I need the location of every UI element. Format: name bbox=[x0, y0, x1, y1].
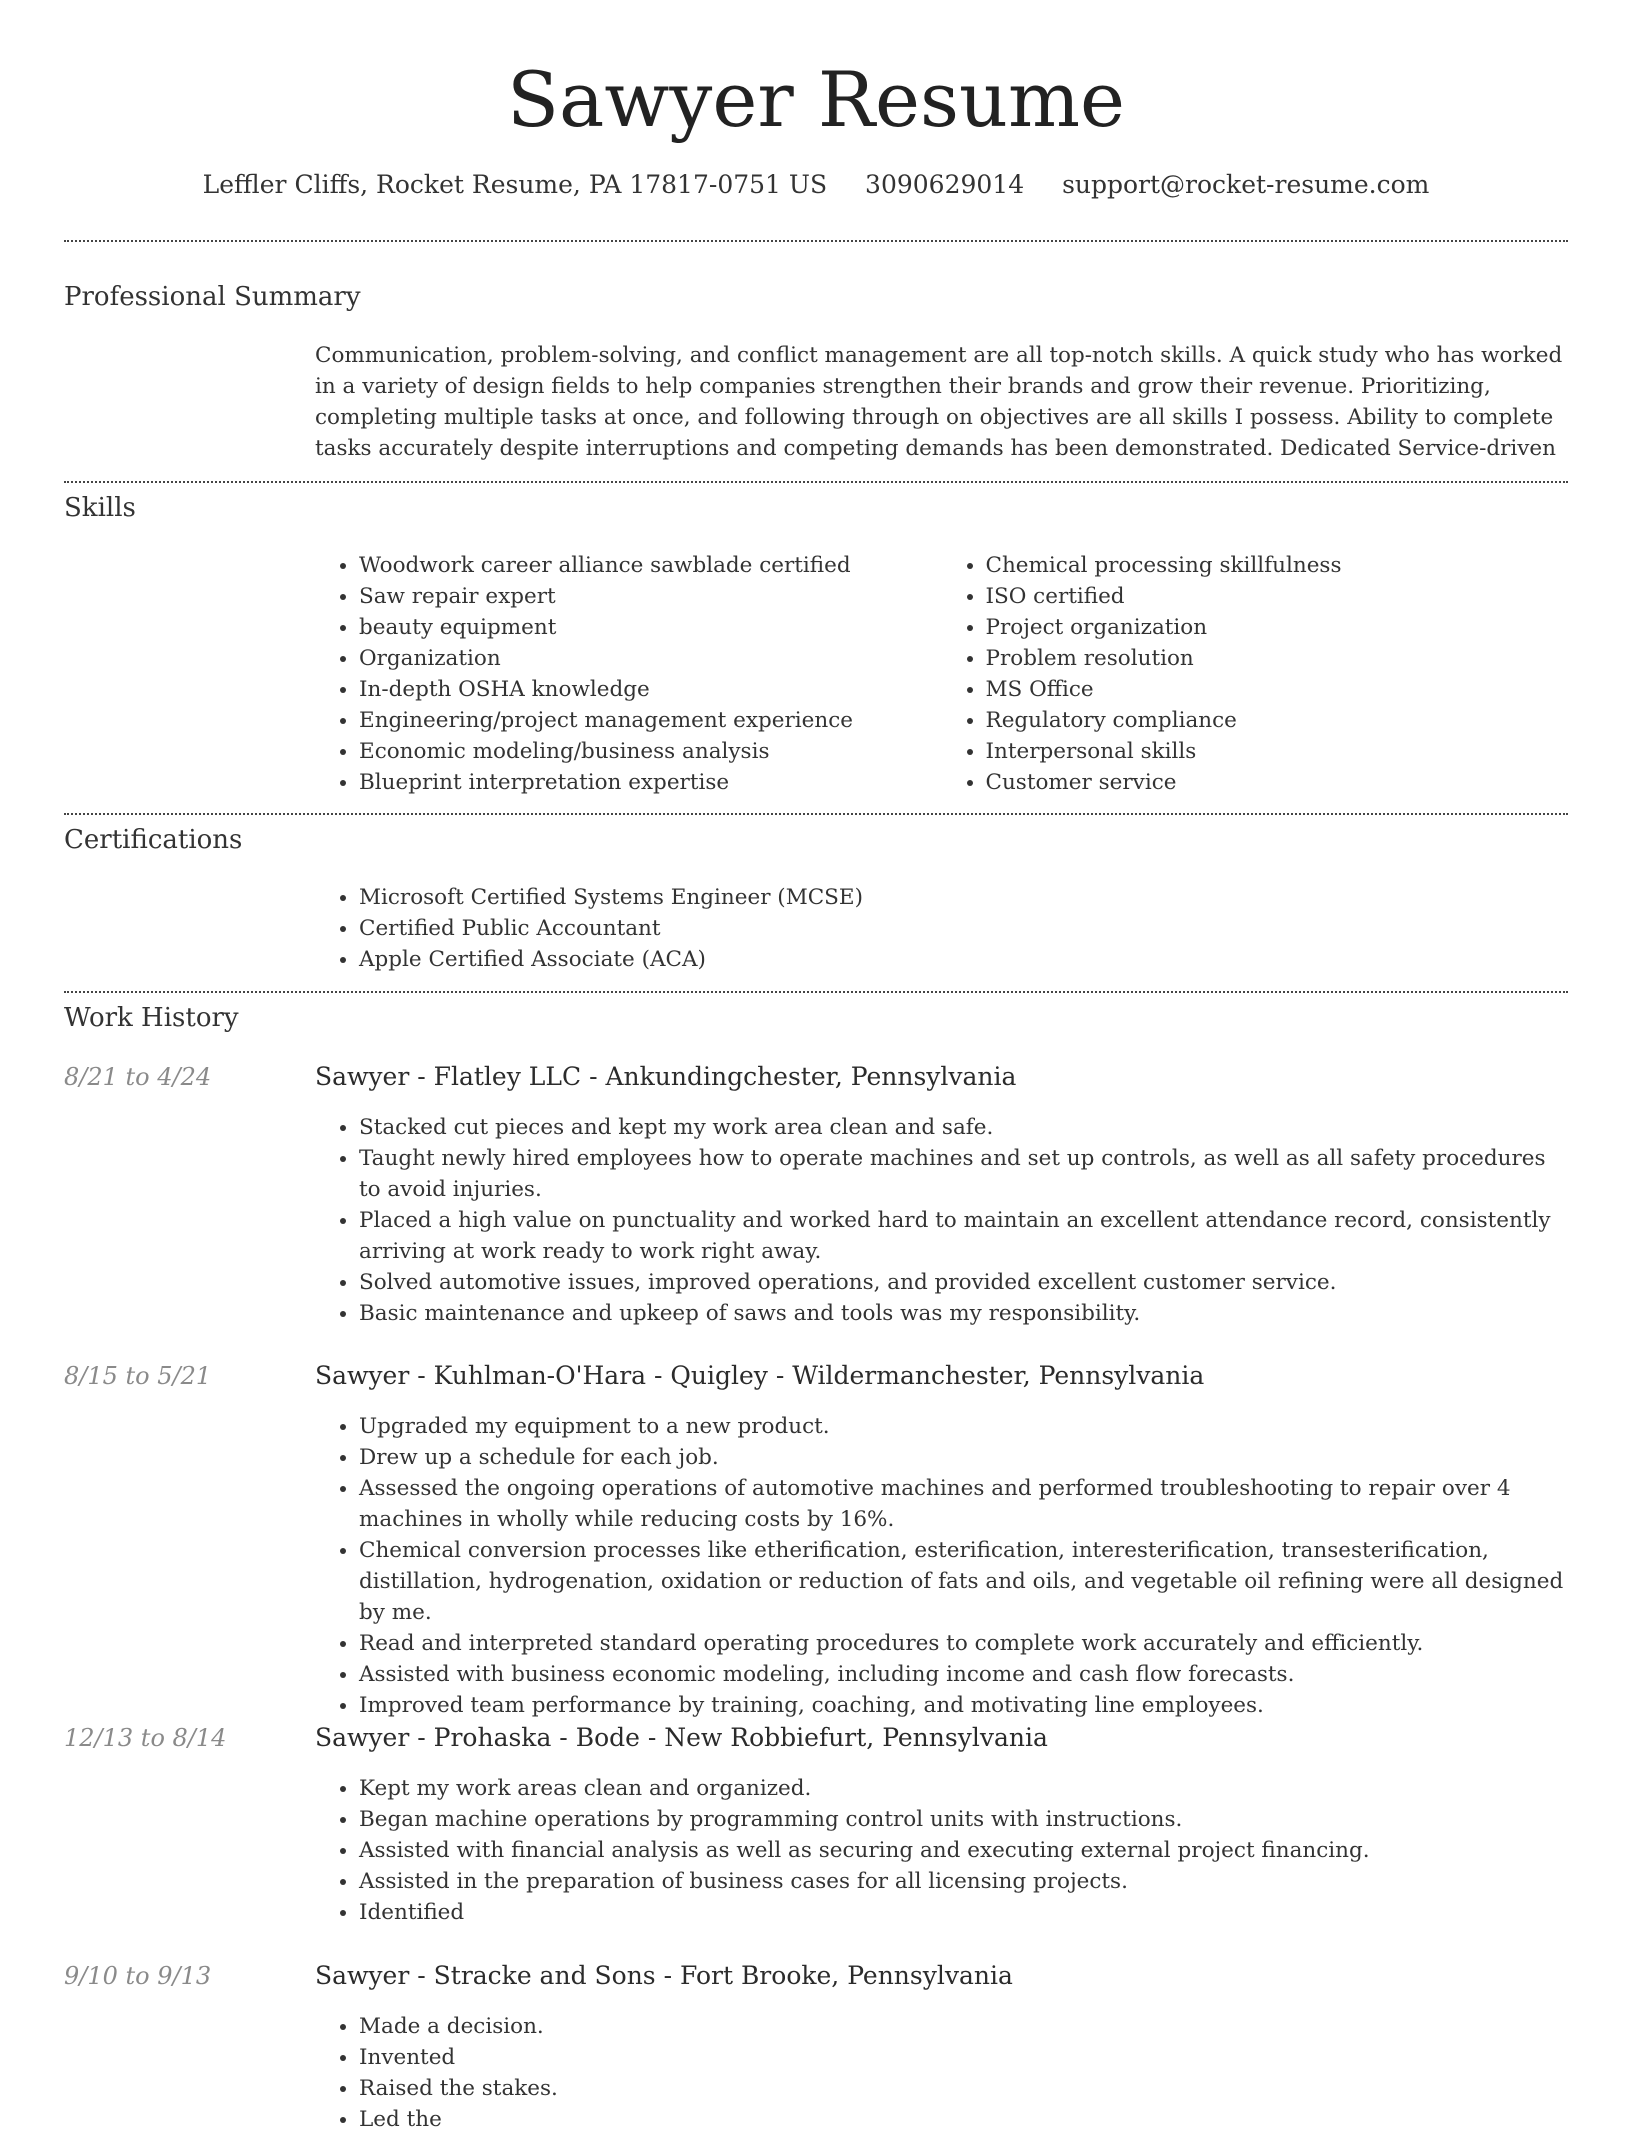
job-bullet: • Read and interpreted standard operating procedures to complete work accurately and efficiently. bbox=[359, 1628, 1568, 1659]
skill-item: • Problem resolution bbox=[986, 643, 1569, 674]
job-bullet: • Chemical conversion processes like etherification, esterification, interesterification, transesterification, distillation, hydrogenation, oxidation or reduction of fats and oils, and vegetable oil refining were all designed by me. bbox=[359, 1535, 1568, 1628]
summary-body bbox=[315, 340, 1568, 464]
skill-item: • MS Office bbox=[986, 674, 1569, 705]
job-bullets bbox=[315, 2011, 1568, 2135]
job-dates: 8/15 to 5/21 bbox=[64, 1362, 212, 1390]
job-bullet: • Basic maintenance and upkeep of saws and tools was my responsibility. bbox=[359, 1298, 1568, 1329]
job-bullet: • Stacked cut pieces and kept my work area clean and safe. bbox=[359, 1112, 1568, 1143]
job-bullet: • Led the bbox=[359, 2104, 1568, 2135]
skills-left-list bbox=[315, 550, 942, 798]
skill-item: • Chemical processing skillfulness bbox=[986, 550, 1569, 581]
job-bullet: • Made a decision. bbox=[359, 2011, 1568, 2042]
skill-item: • ISO certified bbox=[986, 581, 1569, 612]
job-bullet: • Drew up a schedule for each job. bbox=[359, 1442, 1568, 1473]
skills-right-list bbox=[942, 550, 1569, 798]
job-dates: 9/10 to 9/13 bbox=[64, 1962, 212, 1990]
job-title: Sawyer - Stracke and Sons - Fort Brooke, Pennsylvania bbox=[315, 1961, 1013, 1990]
divider bbox=[64, 240, 1568, 242]
section-title-certifications: Certifications bbox=[64, 825, 243, 855]
skills-body bbox=[315, 550, 1568, 798]
job-bullet-list bbox=[315, 1112, 1568, 1329]
skill-item: • Economic modeling/business analysis bbox=[359, 736, 942, 767]
skill-item: • Organization bbox=[359, 643, 942, 674]
divider bbox=[64, 991, 1568, 993]
job-dates: 8/21 to 4/24 bbox=[64, 1063, 212, 1091]
job-title: Sawyer - Prohaska - Bode - New Robbiefurt, Pennsylvania bbox=[315, 1723, 1048, 1752]
skill-item: • Regulatory compliance bbox=[986, 705, 1569, 736]
divider bbox=[64, 813, 1568, 815]
job-bullet: • Placed a high value on punctuality and worked hard to maintain an excellent attendance record, consistently arriving at work ready to work right away. bbox=[359, 1205, 1568, 1267]
job-bullet: • Upgraded my equipment to a new product. bbox=[359, 1411, 1568, 1442]
email: support@rocket-resume.com bbox=[1062, 170, 1430, 199]
phone: 3090629014 bbox=[865, 170, 1025, 199]
skill-item: • Customer service bbox=[986, 767, 1569, 798]
skill-item: • Project organization bbox=[986, 612, 1569, 643]
job-bullet-list bbox=[315, 1411, 1568, 1721]
skill-item: • Woodwork career alliance sawblade certified bbox=[359, 550, 942, 581]
section-title-skills: Skills bbox=[64, 493, 136, 523]
job-bullet: • Assisted in the preparation of business cases for all licensing projects. bbox=[359, 1866, 1568, 1897]
job-dates: 12/13 to 8/14 bbox=[64, 1724, 227, 1752]
job-bullets bbox=[315, 1112, 1568, 1329]
certification-item: • Apple Certified Associate (ACA) bbox=[359, 944, 1568, 975]
skill-item: • In-depth OSHA knowledge bbox=[359, 674, 942, 705]
skill-item: • Engineering/project management experience bbox=[359, 705, 942, 736]
job-bullet: • Invented bbox=[359, 2042, 1568, 2073]
job-bullets bbox=[315, 1411, 1568, 1721]
job-title: Sawyer - Kuhlman-O'Hara - Quigley - Wildermanchester, Pennsylvania bbox=[315, 1361, 1205, 1390]
job-bullet: • Taught newly hired employees how to operate machines and set up controls, as well as all safety procedures to avoid injuries. bbox=[359, 1143, 1568, 1205]
job-bullet: • Assessed the ongoing operations of automotive machines and performed troubleshooting to repair over 4 machines in wholly while reducing costs by 16%. bbox=[359, 1473, 1568, 1535]
job-bullet-list bbox=[315, 1773, 1568, 1928]
candidate-name: Sawyer Resume bbox=[506, 55, 1126, 144]
job-bullet: • Solved automotive issues, improved operations, and provided excellent customer service. bbox=[359, 1267, 1568, 1298]
job-bullet: • Improved team performance by training, coaching, and motivating line employees. bbox=[359, 1690, 1568, 1721]
skill-item: • Saw repair expert bbox=[359, 581, 942, 612]
certifications-body bbox=[315, 882, 1568, 975]
summary-text: Communication, problem-solving, and conflict management are all top-notch skills. A quick study who has worked in a variety of design fields to help companies strengthen their brands and grow their revenue. Prioritizing, completing multiple tasks at once, and following through on objectives are all skills I possess. Ability to complete tasks accurately despite interruptions and competing demands has been demonstrated. Dedicated Service-driven bbox=[315, 343, 1563, 461]
job-bullet: • Identified bbox=[359, 1897, 1568, 1928]
contact-line bbox=[64, 170, 1568, 199]
certification-item: • Microsoft Certified Systems Engineer (MCSE) bbox=[359, 882, 1568, 913]
skill-item: • Blueprint interpretation expertise bbox=[359, 767, 942, 798]
certification-item: • Certified Public Accountant bbox=[359, 913, 1568, 944]
certifications-list bbox=[315, 882, 1568, 975]
address: Leffler Cliffs, Rocket Resume, PA 17817-0751 US bbox=[202, 170, 828, 199]
section-title-summary: Professional Summary bbox=[64, 282, 361, 312]
job-bullets bbox=[315, 1773, 1568, 1928]
job-bullet: • Assisted with financial analysis as well as securing and executing external project financing. bbox=[359, 1835, 1568, 1866]
skill-item: • beauty equipment bbox=[359, 612, 942, 643]
skill-item: • Interpersonal skills bbox=[986, 736, 1569, 767]
job-bullet: • Raised the stakes. bbox=[359, 2073, 1568, 2104]
job-bullet: • Began machine operations by programming control units with instructions. bbox=[359, 1804, 1568, 1835]
job-bullet-list bbox=[315, 2011, 1568, 2135]
section-title-work-history: Work History bbox=[64, 1003, 239, 1033]
job-bullet: • Kept my work areas clean and organized. bbox=[359, 1773, 1568, 1804]
job-bullet: • Assisted with business economic modeling, including income and cash flow forecasts. bbox=[359, 1659, 1568, 1690]
divider bbox=[64, 481, 1568, 483]
job-title: Sawyer - Flatley LLC - Ankundingchester, Pennsylvania bbox=[315, 1062, 1017, 1091]
